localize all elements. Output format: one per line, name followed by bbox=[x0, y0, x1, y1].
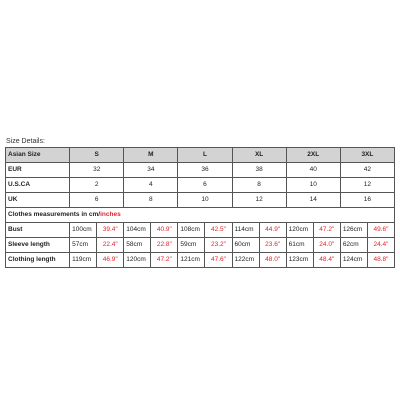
cm-value-cell: 120cm bbox=[124, 253, 151, 268]
inch-value-cell: 47.2" bbox=[151, 253, 178, 268]
size-value-cell: 2 bbox=[70, 178, 124, 193]
row-label-cell: Sleeve length bbox=[6, 238, 70, 253]
size-value-cell: 10 bbox=[178, 193, 232, 208]
measurement-row bbox=[6, 223, 395, 238]
size-value-cell: 8 bbox=[124, 193, 178, 208]
size-value-cell: 32 bbox=[70, 163, 124, 178]
inch-value-cell: 47.2" bbox=[313, 223, 340, 238]
row-label-cell: Bust bbox=[6, 223, 70, 238]
size-value-cell: 12 bbox=[340, 178, 394, 193]
inch-value-cell: 46.9" bbox=[97, 253, 124, 268]
size-value-cell: 42 bbox=[340, 163, 394, 178]
cm-value-cell: 120cm bbox=[286, 223, 313, 238]
size-details-caption: Size Details: bbox=[6, 138, 45, 145]
cm-value-cell: 123cm bbox=[286, 253, 313, 268]
size-header-cell: 3XL bbox=[340, 148, 394, 163]
size-value-cell: 8 bbox=[232, 178, 286, 193]
inch-value-cell: 48.4" bbox=[313, 253, 340, 268]
cm-value-cell: 59cm bbox=[178, 238, 205, 253]
size-value-cell: 6 bbox=[70, 193, 124, 208]
size-value-cell: 38 bbox=[232, 163, 286, 178]
size-value-cell: 4 bbox=[124, 178, 178, 193]
size-value-cell: 34 bbox=[124, 163, 178, 178]
cm-value-cell: 121cm bbox=[178, 253, 205, 268]
measurement-row bbox=[6, 253, 395, 268]
measurement-title-cell bbox=[6, 208, 395, 223]
measurement-title-prefix: Clothes measurements in cm/ bbox=[8, 211, 101, 218]
size-header-cell: M bbox=[124, 148, 178, 163]
row-label-cell: EUR bbox=[6, 163, 70, 178]
cm-value-cell: 104cm bbox=[124, 223, 151, 238]
cm-value-cell: 62cm bbox=[340, 238, 367, 253]
cm-value-cell: 100cm bbox=[70, 223, 97, 238]
cm-value-cell: 108cm bbox=[178, 223, 205, 238]
inch-value-cell: 24.4" bbox=[367, 238, 394, 253]
cm-value-cell: 61cm bbox=[286, 238, 313, 253]
cm-value-cell: 57cm bbox=[70, 238, 97, 253]
inch-value-cell: 22.8" bbox=[151, 238, 178, 253]
inch-value-cell: 48.0" bbox=[259, 253, 286, 268]
header-label-cell: Asian Size bbox=[6, 148, 70, 163]
size-value-cell: 16 bbox=[340, 193, 394, 208]
cm-value-cell: 114cm bbox=[232, 223, 259, 238]
size-header-cell: XL bbox=[232, 148, 286, 163]
inch-value-cell: 22.4" bbox=[97, 238, 124, 253]
measurement-row bbox=[6, 238, 395, 253]
size-value-cell: 40 bbox=[286, 163, 340, 178]
cm-value-cell: 122cm bbox=[232, 253, 259, 268]
inch-value-cell: 23.2" bbox=[205, 238, 232, 253]
size-header-cell: L bbox=[178, 148, 232, 163]
size-value-cell: 36 bbox=[178, 163, 232, 178]
cm-value-cell: 124cm bbox=[340, 253, 367, 268]
size-header-cell: 2XL bbox=[286, 148, 340, 163]
inch-value-cell: 49.6" bbox=[367, 223, 394, 238]
size-header-cell: S bbox=[70, 148, 124, 163]
conversion-row bbox=[6, 163, 395, 178]
cm-value-cell: 126cm bbox=[340, 223, 367, 238]
size-value-cell: 12 bbox=[232, 193, 286, 208]
inch-value-cell: 44.9" bbox=[259, 223, 286, 238]
cm-value-cell: 60cm bbox=[232, 238, 259, 253]
row-label-cell: U.S.CA bbox=[6, 178, 70, 193]
row-label-cell: Clothing length bbox=[6, 253, 70, 268]
cm-value-cell: 58cm bbox=[124, 238, 151, 253]
inch-value-cell: 24.0" bbox=[313, 238, 340, 253]
measurement-title-unit: inches bbox=[100, 211, 121, 218]
cm-value-cell: 119cm bbox=[70, 253, 97, 268]
size-chart-table bbox=[5, 147, 395, 268]
row-label-cell: UK bbox=[6, 193, 70, 208]
size-value-cell: 14 bbox=[286, 193, 340, 208]
header-row bbox=[6, 148, 395, 163]
inch-value-cell: 47.6" bbox=[205, 253, 232, 268]
conversion-row bbox=[6, 193, 395, 208]
inch-value-cell: 40.9" bbox=[151, 223, 178, 238]
measurement-title-row bbox=[6, 208, 395, 223]
inch-value-cell: 39.4" bbox=[97, 223, 124, 238]
conversion-row bbox=[6, 178, 395, 193]
size-value-cell: 10 bbox=[286, 178, 340, 193]
inch-value-cell: 42.5" bbox=[205, 223, 232, 238]
inch-value-cell: 48.8" bbox=[367, 253, 394, 268]
size-value-cell: 6 bbox=[178, 178, 232, 193]
inch-value-cell: 23.6" bbox=[259, 238, 286, 253]
